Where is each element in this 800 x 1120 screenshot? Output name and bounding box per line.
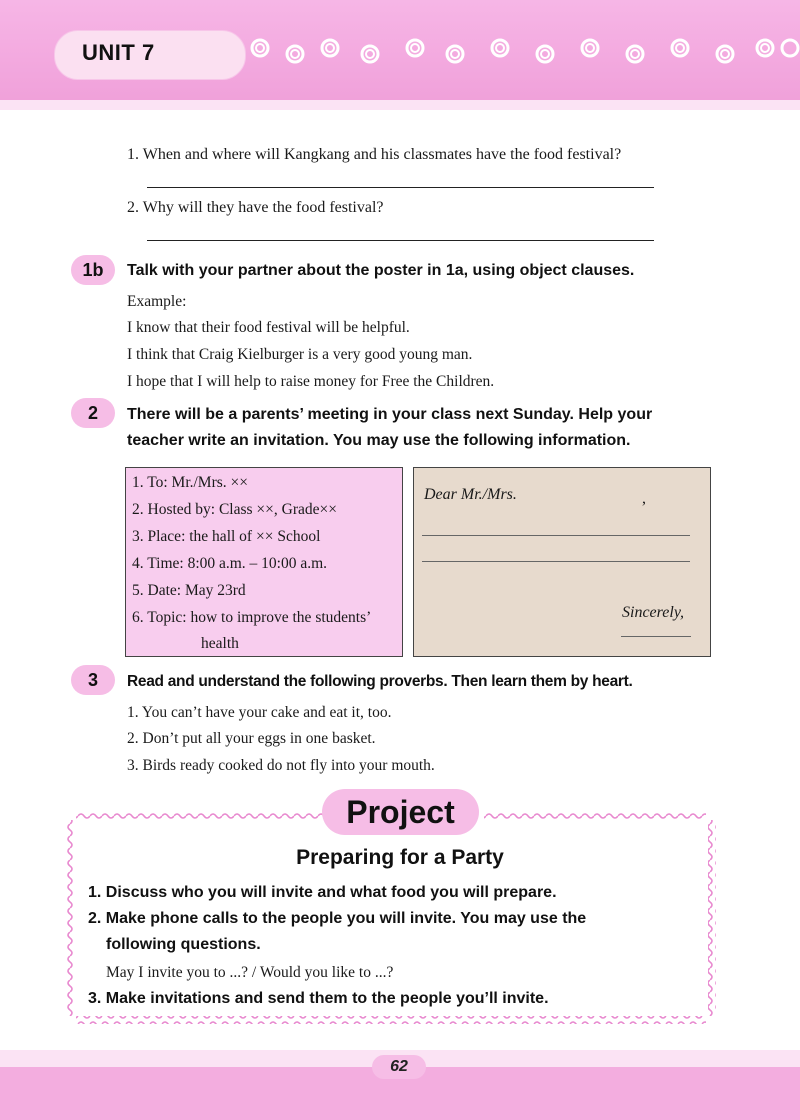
section-1b-instruction: Talk with your partner about the poster in 1a, using object clauses.	[127, 262, 635, 279]
project-step-2-cont: following questions.	[106, 936, 261, 953]
question-1: 1. When and where will Kangkang and his classmates have the food festival?	[127, 146, 622, 163]
project-label: Project	[346, 794, 455, 830]
example-line-2: I think that Craig Kielburger is a very good young man.	[127, 346, 473, 363]
section-number-1b: 1b	[71, 255, 115, 285]
unit-title: UNIT 7	[82, 40, 155, 65]
info-line: 4. Time: 8:00 a.m. – 10:00 a.m.	[132, 555, 328, 572]
letter-writing-line[interactable]	[422, 561, 690, 562]
info-line: 1. To: Mr./Mrs. ××	[132, 474, 249, 491]
answer-line-2[interactable]	[147, 240, 654, 241]
project-step-2: 2. Make phone calls to the people you will invite. You may use the	[88, 910, 587, 927]
section-3-instruction: Read and understand the following proverbs. Then learn them by heart.	[127, 673, 633, 690]
sample-questions: May I invite you to ...? / Would you like to ...?	[106, 964, 394, 981]
letter-closing: Sincerely,	[622, 604, 685, 621]
info-line: 3. Place: the hall of ×× School	[132, 528, 321, 545]
example-line-3: I hope that I will help to raise money for Free the Children.	[127, 373, 495, 390]
project-title: Preparing for a Party	[296, 846, 504, 869]
project-step-1: 1. Discuss who you will invite and what food you will prepare.	[88, 884, 557, 901]
answer-line-1[interactable]	[147, 187, 654, 188]
info-line: 2. Hosted by: Class ××, Grade××	[132, 501, 338, 518]
section-2-instruction-line-2: teacher write an invitation. You may use the following information.	[127, 432, 631, 449]
letter-comma: ,	[642, 490, 646, 507]
proverb-1: 1. You can’t have your cake and eat it, too.	[127, 704, 392, 721]
decorative-rings-icon	[250, 34, 800, 74]
example-label: Example:	[127, 293, 187, 310]
question-2: 2. Why will they have the food festival?	[127, 199, 384, 216]
proverb-2: 2. Don’t put all your eggs in one basket.	[127, 730, 376, 747]
letter-writing-line[interactable]	[422, 535, 690, 536]
info-line: 6. Topic: how to improve the students’	[132, 609, 372, 626]
example-line-1: I know that their food festival will be helpful.	[127, 319, 410, 336]
invitation-letter-box	[413, 467, 711, 657]
section-number-2: 2	[71, 398, 115, 428]
info-line: 5. Date: May 23rd	[132, 582, 246, 599]
proverb-3: 3. Birds ready cooked do not fly into your mouth.	[127, 757, 435, 774]
section-2-instruction-line-1: There will be a parents’ meeting in your class next Sunday. Help your	[127, 406, 653, 423]
signature-line[interactable]	[621, 636, 691, 637]
letter-greeting: Dear Mr./Mrs.	[424, 486, 517, 503]
header-strip	[0, 100, 800, 110]
info-line: health	[201, 635, 239, 652]
information-box	[125, 467, 403, 657]
section-number-3: 3	[71, 665, 115, 695]
page-number: 62	[390, 1058, 408, 1075]
project-step-3: 3. Make invitations and send them to the people you’ll invite.	[88, 990, 549, 1007]
